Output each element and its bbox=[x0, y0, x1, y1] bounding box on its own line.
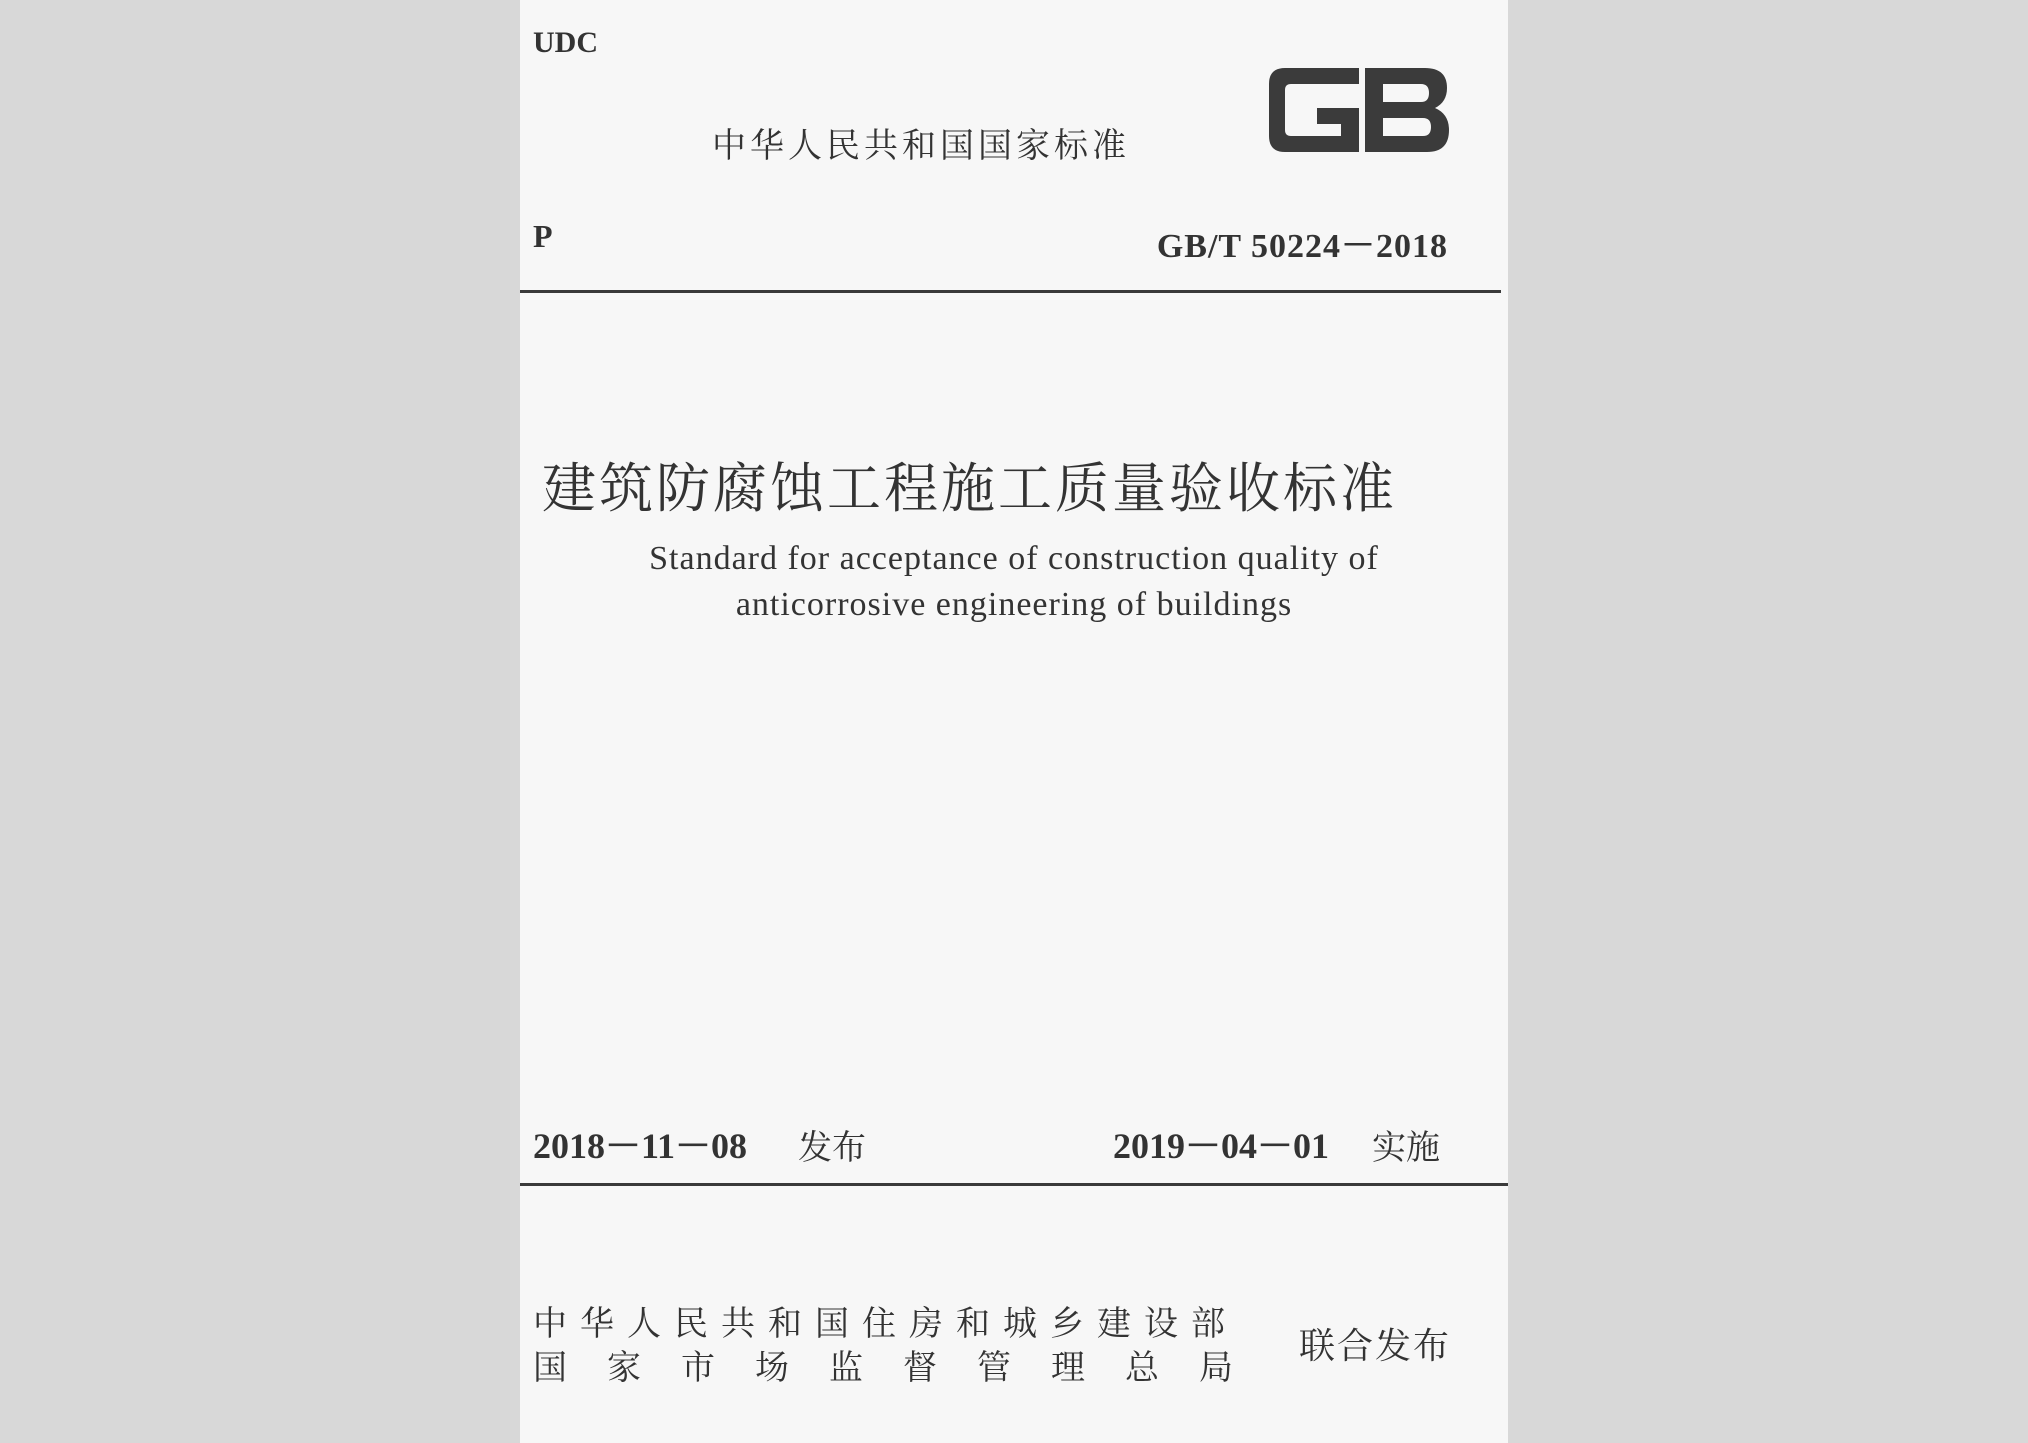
udc-label: UDC bbox=[533, 26, 598, 59]
top-divider bbox=[520, 290, 1501, 293]
issuer-administration-char: 理 bbox=[1051, 1348, 1085, 1388]
joint-release-label: 联合发布 bbox=[1299, 1326, 1452, 1367]
standard-number: GB/T 50224－2018 bbox=[1156, 228, 1448, 265]
issuer-administration-char: 家 bbox=[607, 1348, 641, 1388]
issuer-administration-char: 督 bbox=[903, 1348, 937, 1388]
category-code: P bbox=[533, 218, 553, 254]
issuer-ministry: 中华人民共和国住房和城乡建设部 bbox=[533, 1304, 1238, 1344]
issue-date: 2018－11－08 bbox=[533, 1126, 748, 1166]
title-english-line-2: anticorrosive engineering of buildings bbox=[735, 586, 1293, 623]
issuer-administration-char: 监 bbox=[829, 1348, 863, 1388]
issuer-administration bbox=[533, 1340, 1253, 1386]
issue-label: 发布 bbox=[798, 1128, 866, 1168]
implementation-label: 实施 bbox=[1372, 1128, 1440, 1168]
standard-cover-page bbox=[520, 0, 1508, 1443]
gb-logo bbox=[1263, 60, 1455, 160]
issuer-administration-char: 市 bbox=[681, 1348, 715, 1388]
title-english-line-1: Standard for acceptance of construction quality of bbox=[649, 540, 1379, 577]
title-chinese: 建筑防腐蚀工程施工质量验收标准 bbox=[542, 459, 1397, 519]
issuer-administration-char: 管 bbox=[977, 1348, 1011, 1388]
issuer-administration-char: 总 bbox=[1125, 1348, 1159, 1388]
issuer-administration-char: 国 bbox=[533, 1348, 567, 1388]
national-standard-heading: 中华人民共和国国家标准 bbox=[712, 126, 1130, 166]
issuer-administration-char: 场 bbox=[755, 1348, 789, 1388]
issuer-administration-char: 局 bbox=[1199, 1348, 1233, 1388]
implementation-date: 2019－04－01 bbox=[1113, 1126, 1330, 1166]
bottom-divider bbox=[520, 1183, 1508, 1186]
